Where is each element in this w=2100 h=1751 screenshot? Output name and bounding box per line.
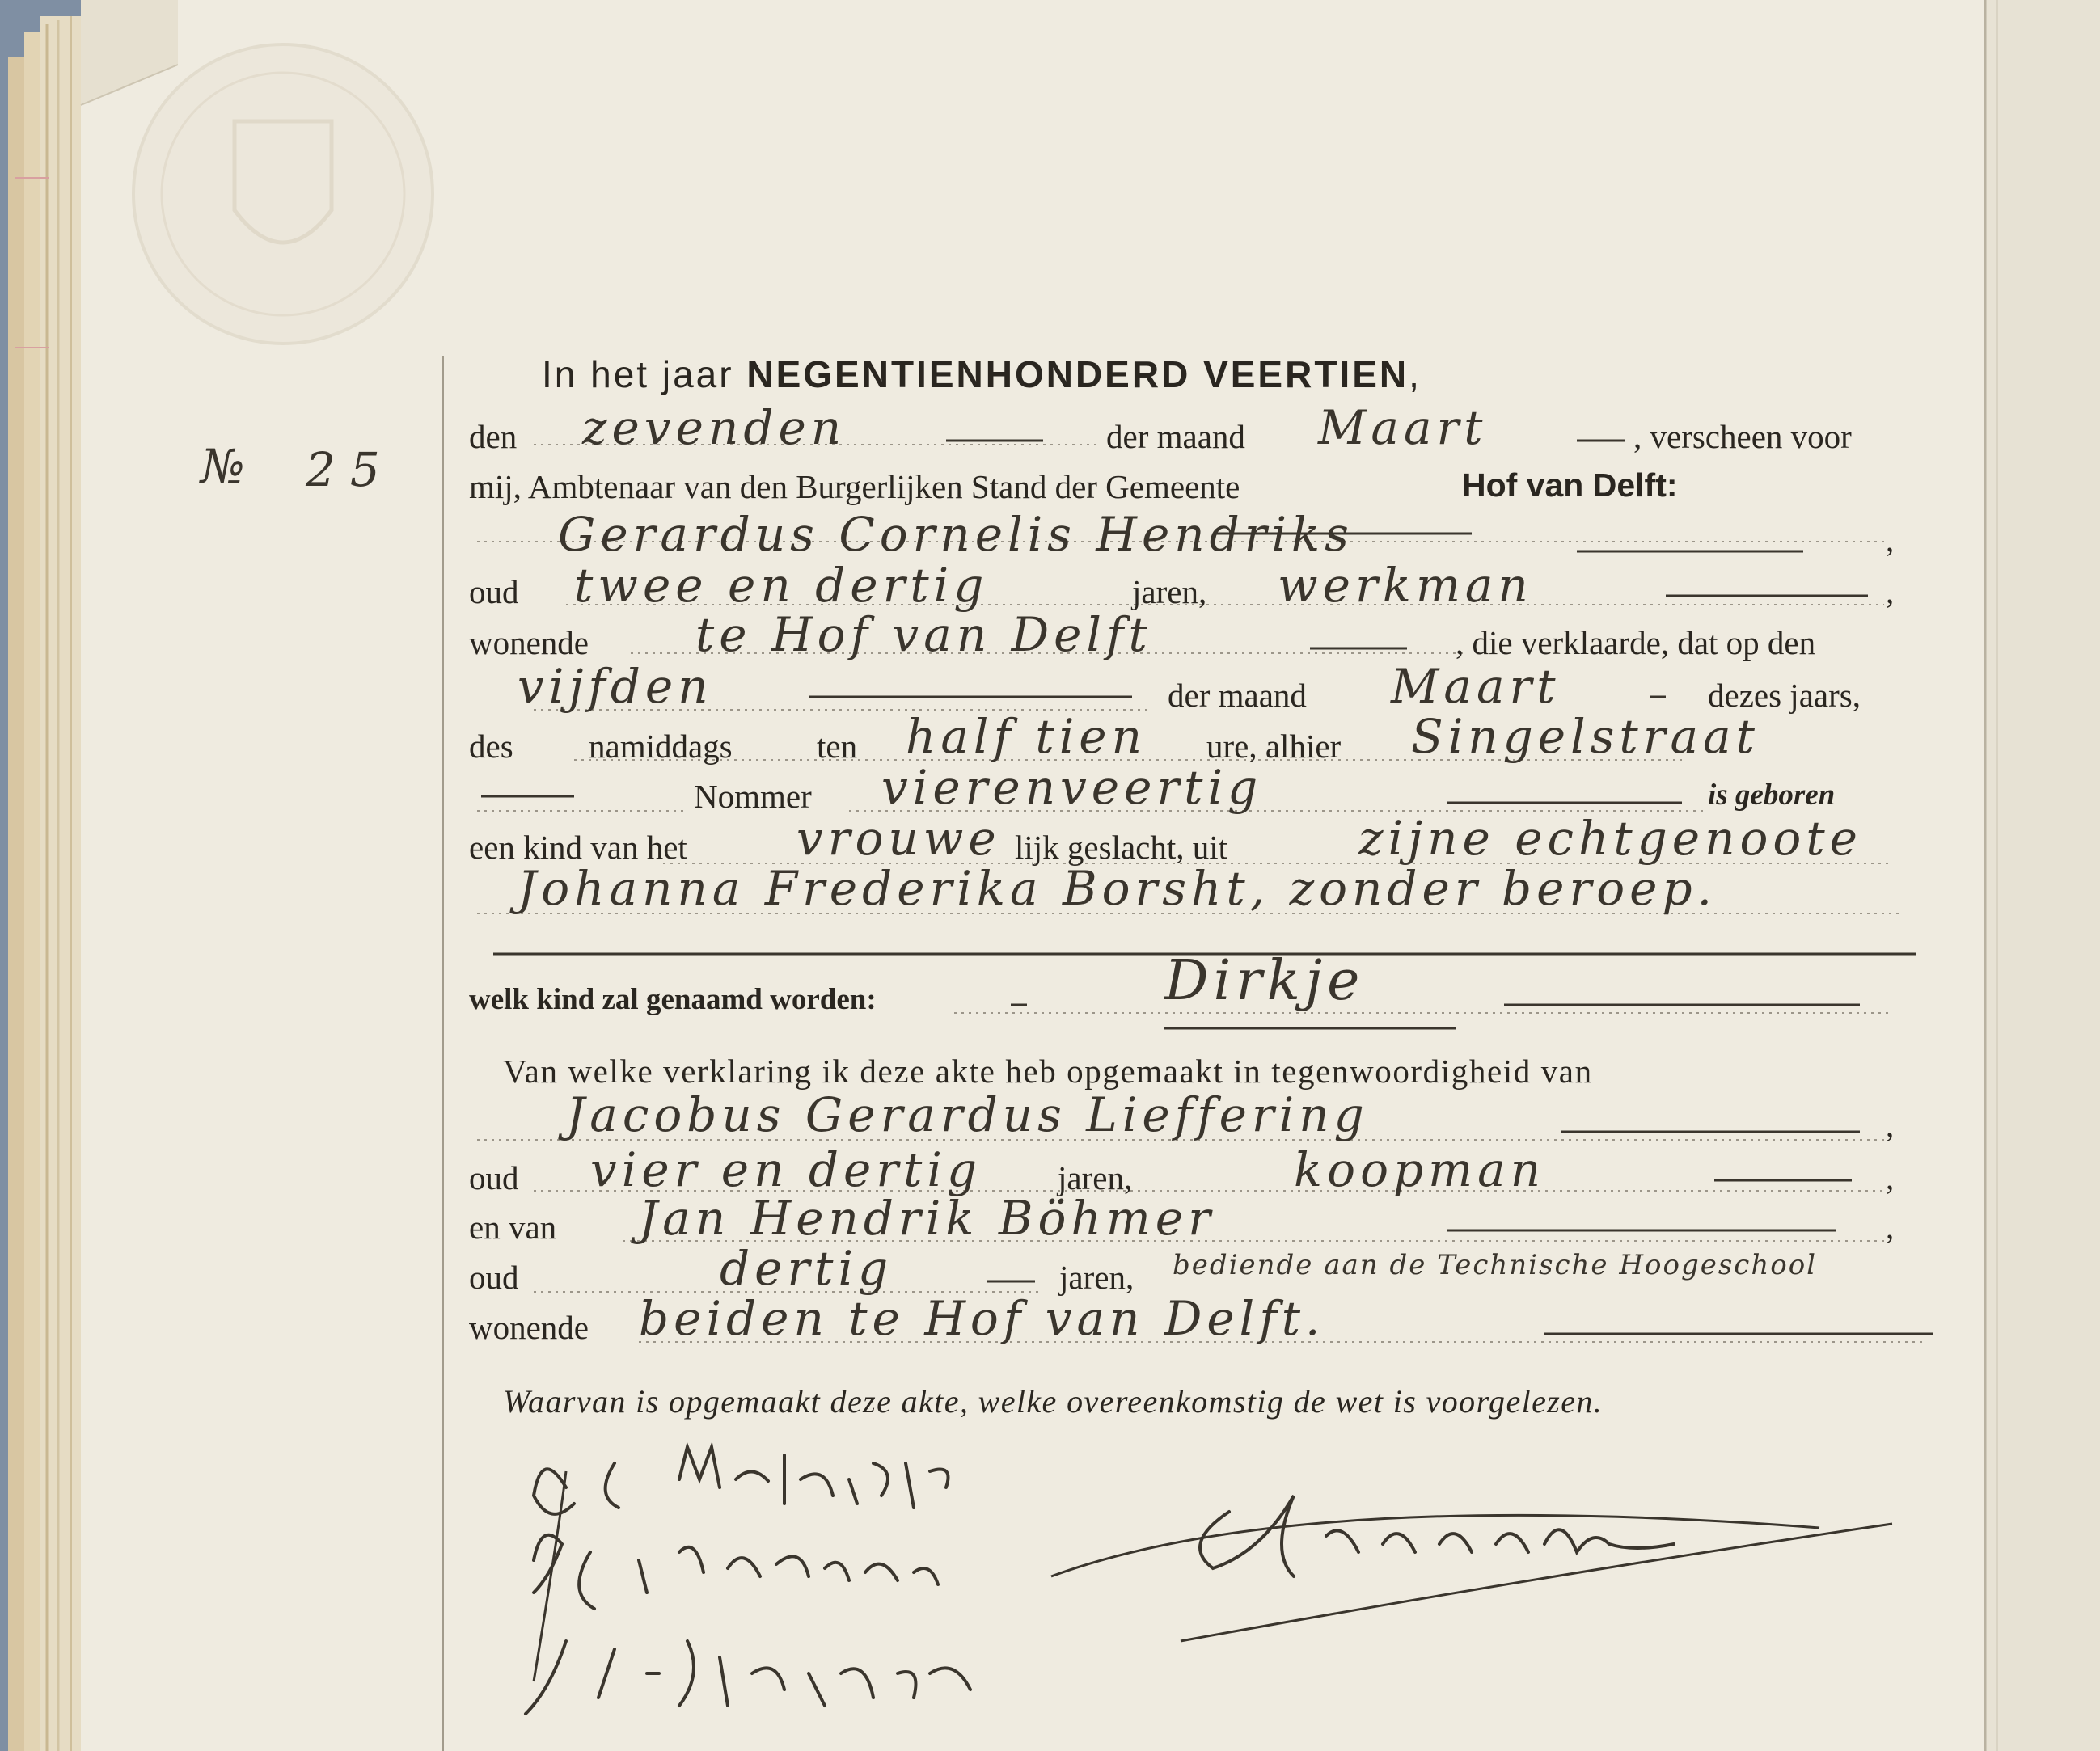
jaren-label: jaren, [1132,573,1207,610]
mother-handwritten: Johanna Frederika Borsht, zonder beroep. [518,861,1718,916]
ten-label: ten [817,728,858,765]
father-name-handwritten: Gerardus Cornelis Hendriks [558,507,1354,562]
register-number-label: № [201,439,245,494]
namiddags-label: namiddags [589,728,733,765]
oud-label-3: oud [469,1259,519,1296]
witness2-age-handwritten: dertig [720,1241,894,1296]
des-label: des [469,728,513,765]
is-geboren-label: is geboren [1708,778,1836,812]
verscheen-label: , verscheen voor [1633,418,1852,455]
father-age-handwritten: twee en dertig [574,558,989,613]
child-sex-handwritten: vrouwe [796,811,1001,866]
title-prefix: In het jaar [542,353,734,395]
wonende-label: wonende [469,624,589,661]
signature-official [1200,1496,1674,1576]
oud-label: oud [469,573,519,610]
house-number-handwritten: vierenveertig [881,760,1263,815]
street-handwritten: Singelstraat [1411,709,1760,764]
signature-witness1 [534,1535,938,1609]
verklaring-statement: Van welke verklaring ik deze akte heb opgemaakt in tegenwoordigheid van [503,1053,1593,1090]
title-heading [542,353,1422,395]
relation-handwritten: zijne echtgenoote [1358,811,1862,866]
nommer-label: Nommer [694,778,812,815]
geslacht-label: lijk geslacht, uit [1015,829,1228,866]
dezes-jaars-label: dezes jaars, [1708,677,1861,714]
birth-day-handwritten: zevenden [582,400,847,455]
registration-month-handwritten: Maart [1318,400,1488,455]
witness1-occupation-handwritten: koopman [1294,1142,1546,1197]
en-van-label: en van [469,1209,557,1246]
father-residence-handwritten: te Hof van Delft [695,607,1152,662]
signatures [518,1431,1941,1730]
birth-day-handwritten-2: vijfden [518,659,713,714]
verklaarde-label: , die verklaarde, dat op den [1456,624,1816,661]
birth-month-handwritten: Maart [1391,659,1561,714]
child-name-label: welk kind zal genaamd worden: [469,983,877,1016]
ure-alhier-label: ure, alhier [1206,728,1342,765]
title-suffix: , [1409,353,1422,395]
witness1-name-handwritten: Jacobus Gerardus Lieffering [566,1087,1369,1142]
comma: , [1886,573,1895,610]
father-occupation-handwritten: werkman [1278,558,1533,613]
birth-time-handwritten: half tien [906,709,1147,764]
municipality: Hof van Delft: [1462,466,1678,504]
signature-witness2 [526,1641,970,1714]
der-maand-label-2: der maand [1168,677,1307,714]
witness2-name-handwritten: Jan Hendrik Böhmer [639,1191,1215,1246]
register-number: 25 [306,442,395,497]
signature-father [534,1447,949,1514]
child-name-handwritten: Dirkje [1164,949,1365,1013]
der-maand-label: der maand [1106,418,1245,455]
witness2-occupation-handwritten: bediende aan de Technische Hoogeschool [1173,1249,1818,1281]
comma: , [1886,1159,1895,1196]
comma: , [1886,521,1895,559]
official-statement: mij, Ambtenaar van den Burgerlijken Stand der Gemeente [469,468,1240,505]
closing-statement: Waarvan is opgemaakt deze akte, welke overeenkomstig de wet is voorgelezen. [503,1383,1604,1420]
den-label: den [469,418,518,455]
witness1-age-handwritten: vier en dertig [590,1142,982,1197]
comma: , [1886,1209,1895,1246]
jaren-label-3: jaren, [1059,1259,1135,1296]
een-kind-label: een kind van het [469,829,687,866]
title-year: NEGENTIENHONDERD VEERTIEN [746,353,1409,395]
oud-label-2: oud [469,1159,519,1196]
comma: , [1886,1107,1895,1144]
wonende-label-2: wonende [469,1309,589,1346]
witnesses-residence-handwritten: beiden te Hof van Delft. [639,1291,1325,1346]
jaren-label-2: jaren, [1058,1159,1133,1196]
